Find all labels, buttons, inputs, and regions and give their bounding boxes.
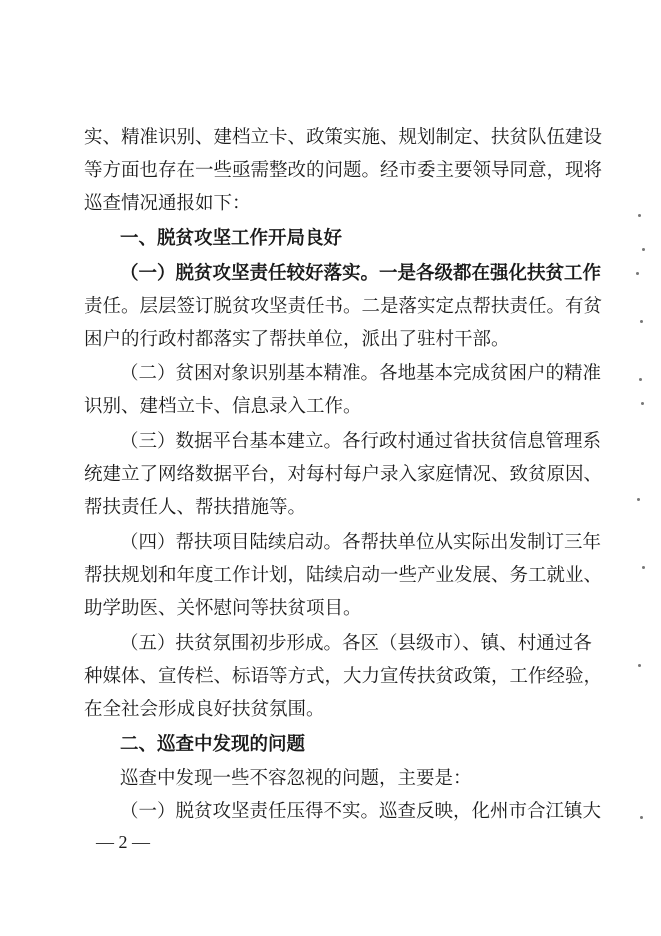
scan-speck [638,214,641,217]
body-line: 困户的行政村都落实了帮扶单位，派出了驻村干部。 [84,329,510,350]
section-heading-1: 一、脱贫攻坚工作开局良好 [120,228,343,249]
scan-speck [636,272,639,275]
section-heading-2: 二、巡查中发现的问题 [120,734,306,755]
body-line: 帮扶责任人、帮扶措施等。 [84,497,307,518]
scan-speck [642,566,645,569]
scan-speck [637,498,640,501]
body-line: 责任。层层签订脱贫攻坚责任书。二是落实定点帮扶责任。有贫 [84,296,603,317]
scan-speck [640,320,643,323]
body-line: 实、精准识别、建档立卡、政策实施、规划制定、扶贫队伍建设 [84,127,603,148]
scan-speck [641,402,644,405]
body-line: 帮扶规划和年度工作计划，陆续启动一些产业发展、务工就业、 [84,565,603,586]
para-6-line: （一）脱贫攻坚责任压得不实。巡查反映，化州市合江镇大 [120,801,602,822]
body-line: 巡查中发现一些不容忽视的问题，主要是： [120,768,472,789]
para-1-line: （一）脱贫攻坚责任较好落实。一是各级都在强化扶贫工作 [120,263,602,284]
body-line: 助学助医、关怀慰问等扶贫项目。 [84,598,362,619]
body-line: 在全社会形成良好扶贫氛围。 [84,699,325,720]
para-4-line: （四）帮扶项目陆续启动。各帮扶单位从实际出发制订三年 [120,532,602,553]
scan-speck [639,378,642,381]
body-line: 种媒体、宣传栏、标语等方式，大力宣传扶贫政策，工作经验， [84,666,603,687]
scan-speck [638,664,641,667]
para-3-line: （三）数据平台基本建立。各行政村通过省扶贫信息管理系 [120,431,602,452]
body-line: 统建立了网络数据平台，对每村每户录入家庭情况、致贫原因、 [84,464,603,485]
body-line: 巡查情况通报如下： [84,193,251,214]
scan-speck [642,248,645,251]
body-line: 等方面也存在一些亟需整改的问题。经市委主要领导同意，现将 [84,160,603,181]
body-line: 识别、建档立卡、信息录入工作。 [84,396,362,417]
para-2-line: （二）贫困对象识别基本精准。各地基本完成贫困户的精准 [120,363,602,384]
page-number: — 2 — [96,832,150,852]
para-5-line: （五）扶贫氛围初步形成。各区（县级市）、镇、村通过各 [120,633,592,654]
scan-speck [640,816,643,819]
